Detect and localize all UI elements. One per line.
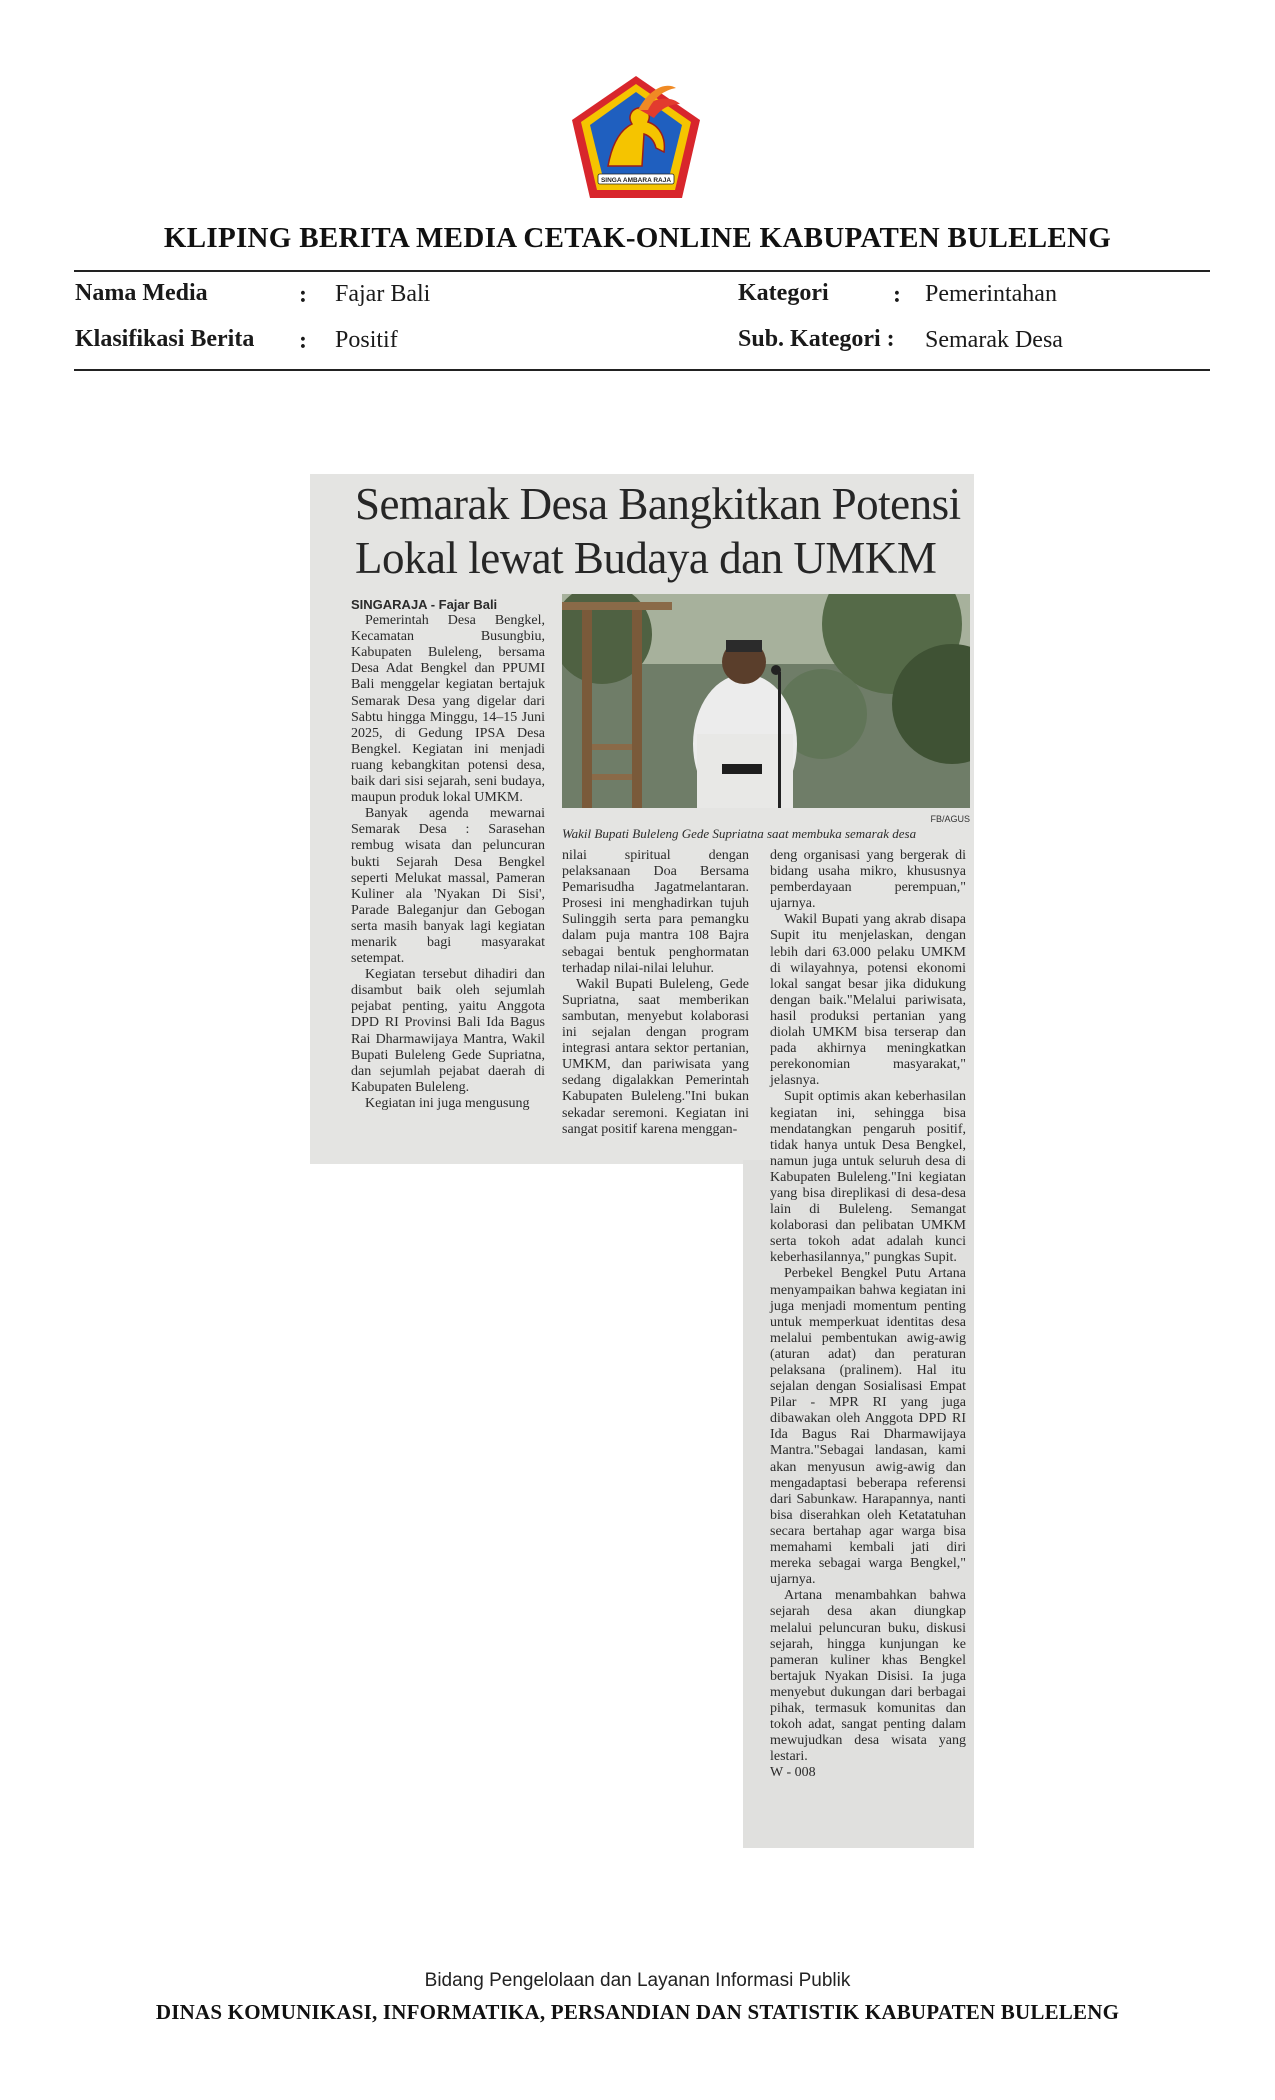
kategori-value: Pemerintahan xyxy=(925,281,1057,307)
article-paragraph: Wakil Bupati yang akrab disapa Supit itu menjelaskan, dengan lebih dari 63.000 pelaku UMKM di wilayahnya, potensi ekonomi lokal sangat besar jika didukung dengan baik."Melalui pariwisata, hasil produksi pertanian yang diolah UMKM bisa terserap dan pada akhirnya meningkatkan perekonomian masyarakat," jelasnya. xyxy=(770,912,966,1089)
article-paragraph: Kegiatan ini juga mengusung xyxy=(365,1095,530,1111)
article-paragraph: Artana menambahkan bahwa sejarah desa akan diungkap melalui peluncuran buku, diskusi sejarah, hingga kunjungan ke pameran kuliner khas Bengkel bertajuk Nyakan Disisi. Ia juga menyebut dukungan dari berbagai pihak, termasuk komunitas dan tokoh adat, sangat penting dalam mewujudkan desa wisata yang lestari. xyxy=(770,1588,966,1765)
article-column-3 xyxy=(770,848,966,1781)
colon: : xyxy=(299,328,307,354)
colon: : xyxy=(299,282,307,308)
metadata-divider xyxy=(74,369,1210,371)
sub-kategori-value: Semarak Desa xyxy=(925,327,1063,353)
document-title: KLIPING BERITA MEDIA CETAK-ONLINE KABUPATEN BULELENG xyxy=(163,222,1112,254)
nama-media-label: Nama Media xyxy=(75,280,208,306)
buleleng-regency-logo xyxy=(568,74,704,202)
svg-text:SINGA AMBARA RAJA: SINGA AMBARA RAJA xyxy=(600,177,672,184)
kategori-label: Kategori xyxy=(738,280,829,306)
article-photo xyxy=(562,594,970,808)
footer-department: Bidang Pengelolaan dan Layanan Informasi Publik xyxy=(424,1970,851,1991)
article-column-1 xyxy=(351,597,545,1112)
photo-credit: FB/AGUS xyxy=(930,814,970,824)
footer-agency: DINAS KOMUNIKASI, INFORMATIKA, PERSANDIAN DAN STATISTIK KABUPATEN BULELENG xyxy=(155,2000,1120,2024)
article-paragraph: Supit optimis akan keberhasilan kegiatan ini, sehingga bisa mendatangkan pengaruh positif, tidak hanya untuk Desa Bengkel, namun juga untuk seluruh desa di Kabupaten Buleleng."Ini kegiatan yang bisa direplikasi di desa-desa lain di Buleleng. Semangat kolaborasi dan pelibatan UMKM serta tokoh adat adalah kunci keberhasilannya," pungkas Supit. xyxy=(770,1089,966,1266)
article-paragraph: Banyak agenda mewarnai Semarak Desa : Sarasehan rembug wisata dan peluncuran bukti Sejarah Desa Bengkel seperti Melukat massal, Pameran Kuliner ala 'Nyakan Di Sisi', Parade Baleganjur dan Gebogan serta masih banyak lagi kegiatan menarik bagi masyarakat setempat. xyxy=(351,806,545,967)
article-paragraph: Kegiatan tersebut dihadiri dan disambut baik oleh sejumlah pejabat penting, yaitu Anggota DPD RI Provinsi Bali Ida Bagus Rai Dharmawijaya Mantra, Wakil Bupati Buleleng Gede Supriatna, dan sejumlah pejabat daerah di Kabupaten Buleleng. xyxy=(351,967,545,1095)
article-column-2 xyxy=(562,848,749,1138)
article-paragraph: Wakil Bupati Buleleng, Gede Supriatna, saat memberikan sambutan, menyebut kolaborasi ini sejalan dengan program integrasi antara sektor pertanian, UMKM, dan pariwisata yang sedang digalakkan Pemerintah Kabupaten Buleleng."Ini bukan sekadar seremoni. Kegiatan ini sangat positif karena menggan- xyxy=(562,976,749,1137)
klasifikasi-value: Positif xyxy=(335,327,398,353)
article-headline-line-2: Lokal lewat Budaya dan UMKM xyxy=(355,533,937,583)
article-signature: W - 008 xyxy=(770,1765,816,1781)
nama-media-value: Fajar Bali xyxy=(335,281,431,307)
klasifikasi-label: Klasifikasi Berita xyxy=(75,326,255,352)
article-dateline: SINGARAJA - Fajar Bali xyxy=(351,597,498,612)
photo-caption: Wakil Bupati Buleleng Gede Supriatna saat membuka semarak desa xyxy=(562,826,917,841)
article-paragraph: Pemerintah Desa Bengkel, Kecamatan Busungbiu, Kabupaten Buleleng, bersama Desa Adat Bengkel dan PPUMI Bali menggelar kegiatan bertajuk Semarak Desa yang digelar dari Sabtu hingga Minggu, 14–15 Juni 2025, di Gedung IPSA Desa Bengkel. Kegiatan ini menjadi ruang kebangkitan potensi desa, baik dari sisi sejarah, seni budaya, maupun produk lokal UMKM. xyxy=(351,613,545,806)
article-paragraph: nilai spiritual dengan pelaksanaan Doa Bersama Pemarisudha Jagatmelantaran. Prosesi ini menghadirkan tujuh Sulinggih serta para pemangku dalam puja mantra 108 Bajra sebagai bentuk penghormatan terhadap nilai-nilai leluhur. xyxy=(562,848,749,976)
article-paragraph: deng organisasi yang bergerak di bidang usaha mikro, khususnya pemberdayaan perempuan," ujarnya. xyxy=(770,848,966,912)
colon: : xyxy=(893,282,901,308)
article-headline-line-1: Semarak Desa Bangkitkan Potensi xyxy=(355,479,961,529)
sub-kategori-label: Sub. Kategori : xyxy=(738,326,895,352)
header-divider xyxy=(74,270,1210,272)
article-paragraph: Perbekel Bengkel Putu Artana menyampaikan bahwa kegiatan ini juga menjadi momentum penting untuk memperkuat identitas desa melalui pembentukan awig-awig (aturan adat) dan peraturan pelaksana (pralinem). Hal itu sejalan dengan Sosialisasi Empat Pilar - MPR RI yang juga dibawakan oleh Anggota DPD RI Ida Bagus Rai Dharmawijaya Mantra."Sebagai landasan, kami akan menyusun awig-awig dan mengadaptasi beberapa referensi dari Sabunkaw. Harapannya, nanti bisa diserahkan oleh Ketatatuhan secara bertahap agar warga bisa memahami kembali jati diri mereka sebagai warga Bengkel," ujarnya. xyxy=(770,1266,966,1588)
